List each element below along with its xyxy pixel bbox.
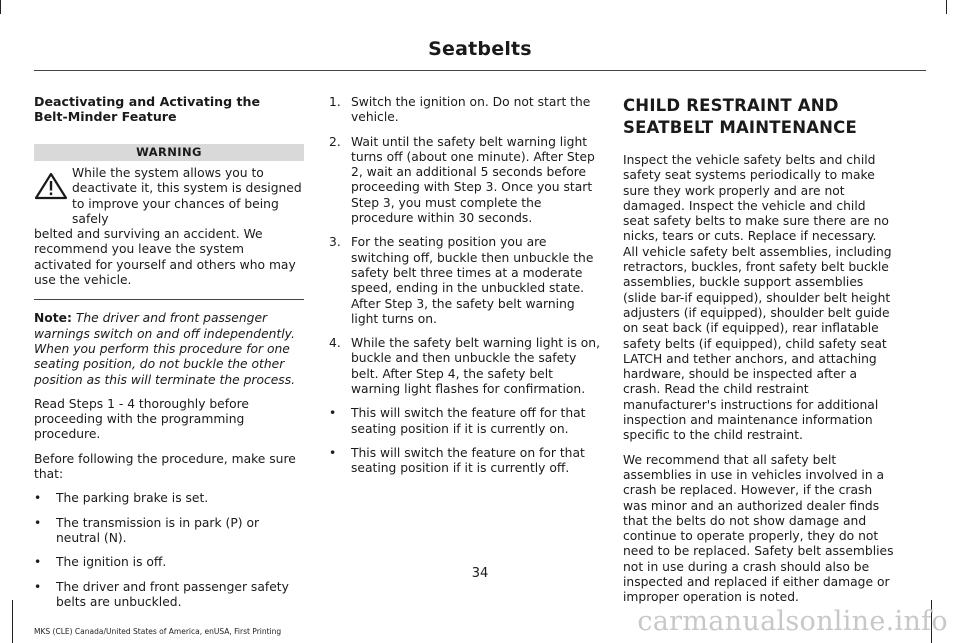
- section-title: CHILD RESTRAINT AND SEATBELT MAINTENANCE: [623, 96, 857, 137]
- right-column: [623, 95, 895, 615]
- step-item: 2. Wait until the safety belt warning light turns off (about one minute). After Step 2, wait an additional 5 seconds before proceeding with Step 3. Once you start Step 3, you must complete the procedure within 30 seconds.: [329, 134, 595, 226]
- paragraph: Inspect the vehicle safety belts and child safety seat systems periodically to make sure they work properly and are not damaged. Inspect the vehicle and child seat safety belts to make sure there are no nicks, tears or cuts. Replace if necessary. All vehicle safety belt assemblies, including retractors, buckles, front safety belt buckle assemblies, buckle support assemblies (slide bar-if equipped), shoulder belt height adjusters (if equipped), shoulder belt guide on seat back (if equipped), rear inflatable safety belts (if equipped), child safety seat LATCH and tether anchors, and attaching hardware, should be inspected after a crash. Read the child restraint manufacturer's instructions for additional inspection and maintenance information specific to the child restraint.: [623, 153, 892, 443]
- bullet-icon: •: [34, 491, 42, 506]
- warning-text: While the system allows you to deactivate it, this system is designed to improve your chances of being safely belted and surviving an accident. We recommend you leave the system activated for yourself and others who may use the vehicle.: [34, 166, 302, 288]
- warning-banner: WARNING: [34, 144, 304, 161]
- list-item: • The ignition is off.: [34, 555, 167, 570]
- list-item: • The parking brake is set.: [34, 491, 209, 506]
- middle-column: [329, 95, 601, 486]
- warning-triangle-icon: [34, 172, 68, 200]
- page-title: Seatbelts: [428, 38, 532, 60]
- step-item: 1. Switch the ignition on. Do not start the vehicle.: [329, 95, 591, 125]
- bullet-icon: •: [34, 579, 42, 594]
- bullet-icon: •: [329, 406, 337, 421]
- list-item: • This will switch the feature off for that seating position if it is currently on.: [329, 406, 586, 436]
- result-list: [329, 406, 601, 476]
- bullet-icon: •: [34, 515, 42, 530]
- procedure-steps: [329, 95, 601, 397]
- step-item: 4. While the safety belt warning light is on, buckle and then unbuckle the safety belt. After Step 4, the safety belt warning light flashes for confirmation.: [329, 336, 600, 397]
- edition-info: MKS (CLE) Canada/United States of America, enUSA, First Printing: [34, 627, 282, 636]
- prerequisite-list: [34, 491, 304, 610]
- watermark: carmanualsonline.info: [637, 606, 948, 637]
- list-item: • The driver and front passenger safety belts are unbuckled.: [34, 579, 289, 609]
- step-item: 3. For the seating position you are switching off, buckle then unbuckle the safety belt three times at a moderate speed, ending in the unbuckled state. After Step 3, the safety belt warning light turns on.: [329, 235, 594, 326]
- bullet-icon: •: [329, 445, 337, 460]
- section-subheading: Deactivating and Activating the Belt-Minder Feature: [34, 94, 261, 124]
- crop-mark: [946, 0, 947, 14]
- paragraph: Read Steps 1 - 4 thoroughly before proceeding with the programming procedure.: [34, 396, 249, 442]
- list-item: • The transmission is in park (P) or neutral (N).: [34, 515, 260, 545]
- crop-mark: [0, 0, 1, 14]
- header-divider: [34, 70, 926, 71]
- bullet-icon: •: [34, 555, 42, 570]
- left-column: [34, 94, 304, 619]
- paragraph: We recommend that all safety belt assemblies in use in vehicles involved in a crash be replaced. However, if the crash was minor and an authorized dealer finds that the belts do not show damage and continue to operate properly, they do not need to be replaced. Safety belt assemblies not in use during a crash should also be inspected and replaced if either damage or improper operation is noted.: [623, 452, 894, 605]
- warning-divider: [34, 299, 304, 300]
- warning-box: [34, 166, 304, 288]
- note: Note: The driver and front passenger warnings switch on and off independently. When you perform this procedure for one seating position, do not buckle the other position as this will terminate the process.: [34, 311, 296, 387]
- paragraph: Before following the procedure, make sure that:: [34, 451, 296, 482]
- crop-mark: [12, 600, 13, 643]
- page-number: 34: [471, 566, 489, 581]
- list-item: • This will switch the feature on for that seating position if it is currently off.: [329, 445, 585, 476]
